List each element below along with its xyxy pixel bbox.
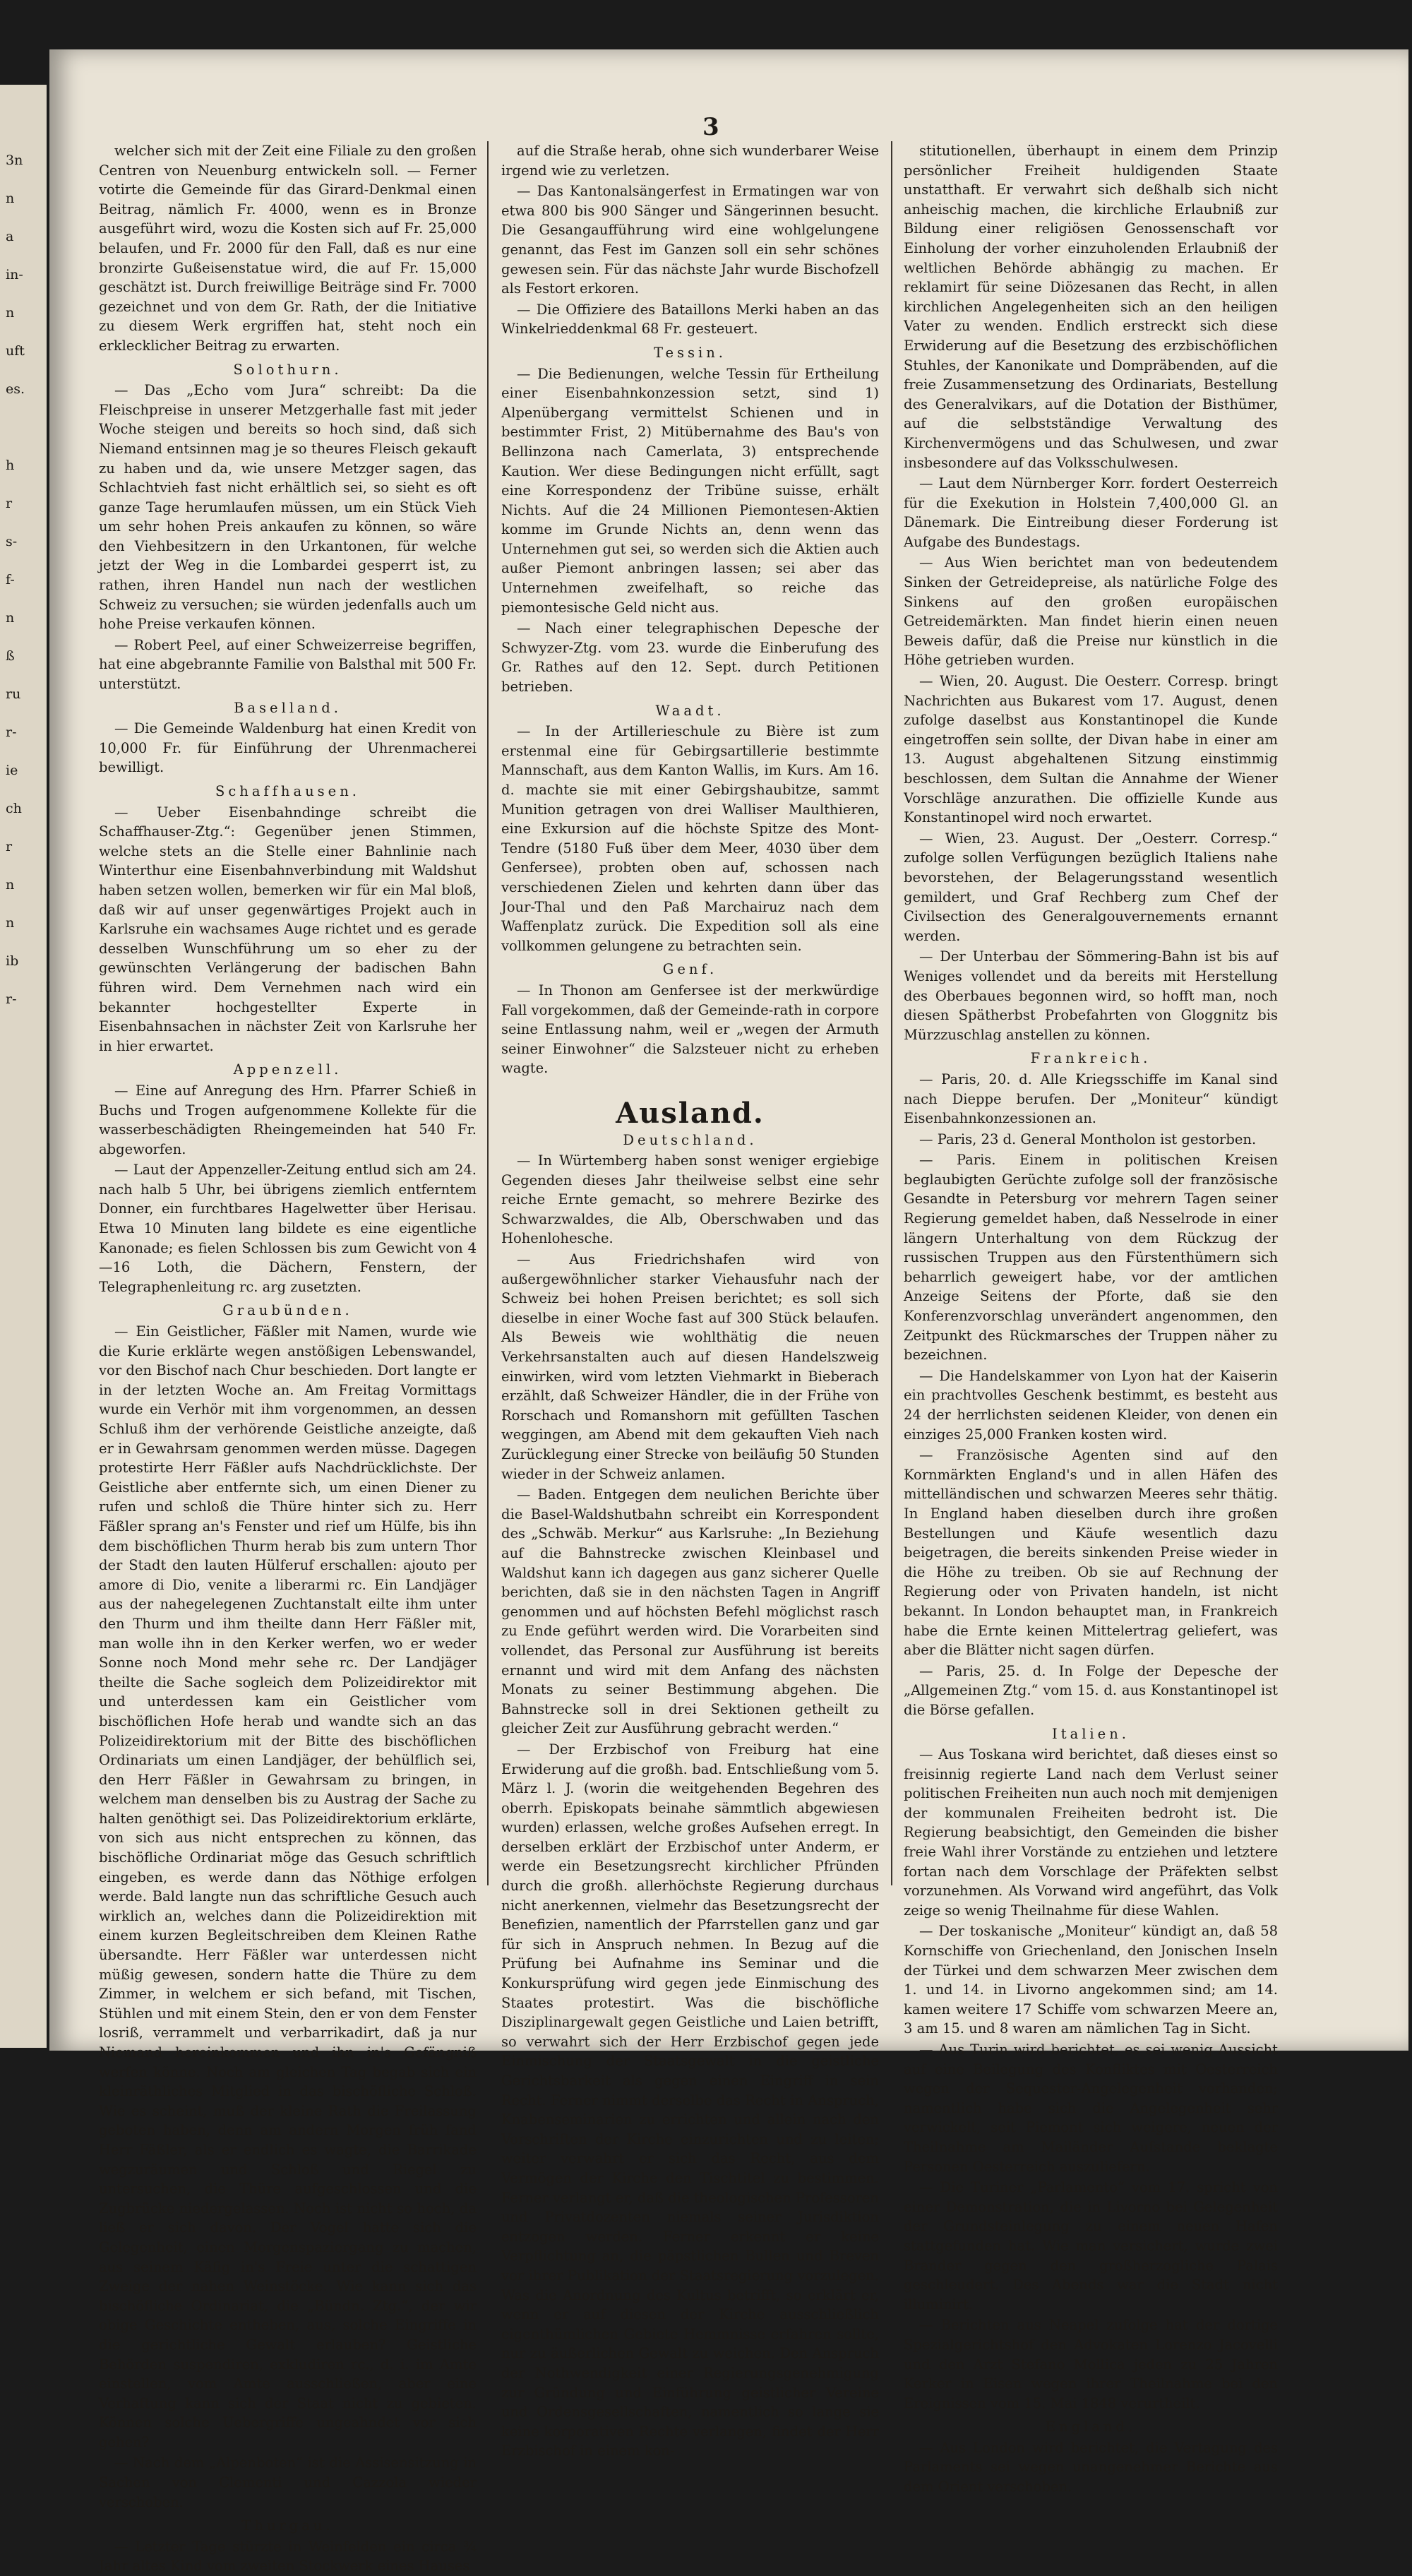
article-paragraph: stitutionellen, überhaupt in einem dem Prinzip persönlicher Freiheit huldigenden Staate unstatthaft. Er verwahrt sich deßhalb sich nicht anheischig machen, die kirchliche Erlaubniß zur Bildung einer religiösen Genossenschaft vor Einholung der vorher einzuholenden Erlaubniß der weltlichen Behörde abhängig zu machen. Er reklamirt für seine Diözesanen das Recht, in allen kirchlichen Angelegenheiten sich an den heiligen Vater zu wenden. Endlich erstreckt sich diese Erwiderung auf die Besetzung des erzbischöflichen Stuhles, der Kanonikate und Dompräbenden, auf die freie Zusammensetzung des Ordinariats, Bestellung des Generalvikars, auf die Dotation der Bisthümer, auf die selbstständige Verwaltung des Kirchenvermögens und das Schulwesen, und zwar insbesondere auf das Volksschulwesen. bbox=[904, 143, 1278, 471]
margin-fragment: n bbox=[6, 915, 15, 931]
margin-fragment: r bbox=[6, 496, 13, 511]
margin-fragment: n bbox=[6, 191, 15, 206]
section-heading: Tessin. bbox=[653, 344, 727, 361]
article-paragraph: — Wien, 20. August. Die Oesterr. Corresp. bringt Nachrichten aus Bukarest vom 17. August, denen zufolge daselbst aus Konstantinopel die Kunde eingetroffen sein sollte, der Divan habe in einer am 13. August abgehaltenen Sitzung einstimmig beschlossen, dem Sultan die Annahme der Wiener Vorschläge anzurathen. Die offizielle Kunde aus Konstantinopel wird noch erwartet. bbox=[904, 673, 1278, 826]
article-paragraph: — Die Handelskammer von Lyon hat der Kaiserin ein prachtvolles Geschenk bestimmt, es besteht aus 24 der herrlichsten seidenen Kleider, von denen ein einziges 25,000 Franken kosten wird. bbox=[904, 1367, 1278, 1443]
margin-fragment: n bbox=[6, 305, 15, 321]
section-heading: Frankreich. bbox=[1030, 1050, 1151, 1067]
margin-fragment: n bbox=[6, 610, 15, 626]
column-left bbox=[99, 141, 477, 2575]
margin-fragment: r- bbox=[6, 724, 17, 740]
article-paragraph: — Baden. Entgegen dem neulichen Berichte über die Basel-Waldshutbahn schreibt ein Korrespondent des „Schwäb. Merkur“ aus Karlsruhe: „In Beziehung auf die Bahnstrecke zwischen Kleinbasel und Waldshut kann ich dagegen aus ganz sicherer Quelle berichten, daß sie in den nächsten Tagen in Angriff genommen und auf höchsten Befehl möglichst rasch zu Ende geführt werden wird. Die Vorarbeiten sind vollendet, das Personal zur Ausführung ist bereits ernannt und wird mit dem Anfang des nächsten Monats zu seiner Bestimmung abgehen. Die Bahnstrecke soll in drei Sektionen getheilt zu gleicher Zeit zur Ausführung gebracht werden.“ bbox=[501, 1486, 879, 1737]
column-rule bbox=[487, 141, 489, 1885]
article-paragraph: — Ueber Eisenbahndinge schreibt die Schaffhauser-Ztg.“: Gegenüber jenen Stimmen, welche stets an die Stelle einer Bahnlinie nach Winterthur eine Eisenbahnverbindung mit Waldshut haben setzen wollen, bemerken wir für ein Mal bloß, daß wir auf unser gegenwärtiges Projekt auch in Karlsruhe ein wachsames Auge richtet und es gerade desselben Wunschführung um so eher zu der gewünschten Verlängerung der badischen Bahn führen wird. Dem Vernehmen nach wird ein bekannter hochgestellter Experte in Eisenbahnsachen in nächster Zeit von Karlsruhe her in hier erwartet. bbox=[99, 804, 477, 1054]
margin-fragment: h bbox=[6, 458, 15, 473]
section-heading: Waadt. bbox=[655, 702, 725, 719]
article-paragraph: — Französische Agenten sind auf den Kornmärkten England's und in allen Häfen des mittelländischen und schwarzen Meeres sehr thätig. In England haben dieselben durch ihre großen Bestellungen und Käufe wesentlich dazu beigetragen, die bereits sinkenden Preise wieder in die Höhe zu treiben. Ob sie auf Rechnung der Regierung oder von Privaten handeln, ist nicht bekannt. In London behauptet man, in Frankreich habe die Ernte keinen Mittelertrag geliefert, was aber die Blätter nicht sagen dürfen. bbox=[904, 1447, 1278, 1659]
article-paragraph: auf die Straße herab, ohne sich wunderbarer Weise irgend wie zu verletzen. bbox=[501, 143, 879, 179]
margin-fragment: in- bbox=[6, 267, 23, 282]
article-paragraph: — Laut der Appenzeller-Zeitung entlud sich am 24. nach halb 5 Uhr, bei übrigens ziemlich entferntem Donner, ein furchtbares Hagelwetter über Herisau. Etwa 10 Minuten lang bildete es eine eigentliche Kanonade; es fielen Schlossen bis zum Gewicht von 4—16 Loth, die Dächern, Fenstern, der Telegraphenleitung rc. arg zusetzten. bbox=[99, 1162, 477, 1295]
column-rule bbox=[891, 141, 892, 1885]
article-paragraph: — Berichten aus Neapel zufolge hat der dortige Spezialgerichtshof den Advokaten Lorenzo Jacovelli und den Arzt Stefano Mollica jeden zu 25 Jahren Kerker in Eisen wegen ihrer Theilnahme bei den Ereignissen vom 15. Mai 1848 verurtheilt. bbox=[904, 2317, 1278, 2411]
article-paragraph: — Die Gemeinde Waldenburg hat einen Kredit von 10,000 Fr. für Einführung der Uhrenmacherei bewilligt. bbox=[99, 720, 477, 776]
article-paragraph: — Der toskanische „Moniteur“ kündigt an, daß 58 Kornschiffe von Griechenland, den Jonischen Inseln der Türkei und dem schwarzen Meer zwischen dem 1. und 14. in Livorno angekommen sind; am 14. kamen weitere 17 Schiffe vom schwarzen Meere an, 3 am 15. und 8 waren am nämlichen Tag in Sicht. bbox=[904, 1923, 1278, 2037]
margin-fragment: ib bbox=[6, 953, 19, 969]
article-paragraph: — Der Unterbau der Sömmering-Bahn ist bis auf Weniges vollendet und da bereits mit Herstellung des Oberbaues begonnen wird, so hofft man, noch diesen Spätherbst Probefahrten von Gloggnitz bis Mürzzuschlag anstellen zu können. bbox=[904, 948, 1278, 1043]
margin-fragment: a bbox=[6, 229, 14, 244]
section-heading: Deutschland. bbox=[623, 1131, 758, 1148]
article-paragraph: — Die Turiner „Parlamento“ vom 17. spricht von einer Demonstration, die in Livorno bei Gelegenheit der Grundsteinlegung zu einem neuen Hafen stattgefunden hat. Wie man versichert, wurde zwei Brander gegen den großherzogliche Palais geschleudert. Des Abends war die Stadt nicht illuminirt. bbox=[904, 2179, 1278, 2313]
section-heading: Graubünden. bbox=[222, 1302, 353, 1319]
article-paragraph: — Paris, 25. d. In Folge der Depesche der „Allgemeinen Ztg.“ vom 15. d. aus Konstantinopel ist die Börse gefallen. bbox=[904, 1662, 1278, 1718]
article-paragraph: — Aus Turin wird berichtet, es sei wenig Aussicht auf eine Beilegung des Konfliktes mit Oesterreich wegen der Sequester-Angelegenheit vorhanden; namentlich habe sich die Angelegenheit sehr verwickelt, seit Piemont sich weigere, neuen der Theilnahme am Mailänder Aufstande beklagte Personen Oesterreich auszuliefern. bbox=[904, 2041, 1278, 2175]
article-paragraph: — Die Bedienungen, welche Tessin für Ertheilung einer Eisenbahnkonzession setzt, sind 1) Alpenübergang vermittelst Schienen und in bestimmter Frist, 2) Mitübernahme des Bau's von Bellinzona nach Camerlata, 3) entsprechende Kaution. Wer diese Bedingungen nicht erfüllt, sagt eine Korrespondenz der Tribüne suisse, erhält Nichts. Auf die 24 Millionen Piemontesen-Aktien komme im Grunde Nichts an, denn wenn das Unternehmen gut sei, so werden sich die Aktien auch außer Piemont anbringen lassen; sei aber das Unternehmen zweifelhaft, so reiche das piemontesische Geld nicht aus. bbox=[501, 365, 879, 616]
margin-fragment: f- bbox=[6, 572, 15, 588]
article-paragraph: — Die Offiziere des Bataillons Merki haben an das Winkelrieddenkmal 68 Fr. gesteuert. bbox=[501, 301, 879, 338]
article-paragraph: — Paris, 23 d. General Montholon ist gestorben. bbox=[919, 1131, 1257, 1147]
margin-fragment: ß bbox=[6, 648, 15, 664]
article-paragraph: — Das Kantonalsängerfest in Ermatingen war von etwa 800 bis 900 Sänger und Sängerinnen besucht. Die Gesangaufführung wird eine wohlgelungene genannt, das Fest im Ganzen soll ein sehr schönes gewesen sein. Für das nächste Jahr wurde Bischofzell als Festort erkoren. bbox=[501, 183, 879, 297]
article-paragraph: — Wien, 23. August. Der „Oesterr. Corresp.“ zufolge sollen Verfügungen bezüglich Italiens nahe bevorstehen, der Belagerungsstand wesentlich gemildert, und Graf Rechberg zum Chef der Civilsection des Generalgouvernements ernannt werden. bbox=[904, 830, 1278, 944]
article-paragraph: — Laut dem Nürnberger Korr. fordert Oesterreich für die Exekution in Holstein 7,400,000 Gl. an Dänemark. Die Eintreibung dieser Forderung ist Aufgabe des Bundestags. bbox=[904, 475, 1278, 550]
margin-fragment: s- bbox=[6, 534, 18, 549]
article-paragraph: welcher sich mit der Zeit eine Filiale zu den großen Centren von Neuenburg entwickeln soll. — Ferner votirte die Gemeinde für das Girard-Denkmal einen Beitrag, nämlich Fr. 4000, wenn es in Bronze ausgeführt wird, wozu die Kosten sich auf Fr. 25,000 belaufen, und Fr. 2000 für den Fall, daß es nur eine bronzirte Gußeisenstatue wird, die auf Fr. 15,000 geschätzt ist. Durch freiwillige Beiträge sind Fr. 7000 gezeichnet und von dem Gr. Rath, der die Initiative zu diesem Werk ergriffen hat, steht noch ein erklecklicher Beitrag zu erwarten. bbox=[99, 143, 477, 354]
article-paragraph: — Das „Echo vom Jura“ schreibt: Da die Fleischpreise in unserer Metzgerhalle fast mit jeder Woche steigen und bereits so hoch sind, daß sich Niemand entsinnen mag je so theures Fleisch gekauft zu haben und da, wie unsere Metzger sagen, das Schlachtvieh fast nicht erhältlich sei, so sieht es oft ganze Tage herumlaufen müssen, um ein Stück Vieh um sehr hohen Preis ankaufen zu können, so wäre den Viehbesitzern in den Urkantonen, für welche jetzt der Weg in die Lombardei gesperrt ist, zu rathen, ihren Handel nun nach der westlichen Schweiz zu versuchen; sie würden jedenfalls auch um hohe Preise verkaufen können. bbox=[99, 382, 477, 633]
article-paragraph: — Aus Friedrichshafen wird von außergewöhnlicher starker Viehausfuhr nach der Schweiz bei hohen Preisen berichtet; es soll sich dieselbe in einer Woche fast auf 300 Stück belaufen. Als Beweis wie wohlthätig die neuen Verkehrsanstalten auch auf diesen Handelszweig einwirken, wird vom letzten Viehmarkt in Bieberach erzählt, daß Schweizer Händler, die in der Frühe von Rorschach und Romanshorn mit gefüllten Taschen weggingen, am Abend mit dem gekauften Vieh nach Zurücklegung einer Strecke von beiläufig 50 Stunden wieder in der Schweiz anlamen. bbox=[501, 1251, 879, 1482]
article-paragraph: — Nach einer telegraphischen Depesche der Schwyzer-Ztg. vom 23. wurde die Einberufung des Gr. Rathes auf den 12. Sept. durch Petitionen betrieben. bbox=[501, 620, 879, 696]
page-number: 3 bbox=[702, 113, 719, 141]
column-middle bbox=[501, 141, 879, 2459]
previous-page-edge bbox=[0, 85, 47, 2048]
section-heading: England. bbox=[1045, 2419, 1137, 2435]
margin-fragment: ch bbox=[6, 801, 22, 816]
article-paragraph: — Eine auf Anregung des Hrn. Pfarrer Schieß in Buchs und Trogen aufgenommene Kollekte für die wasserbeschädigten Rheingemeinden hat 540 Fr. abgeworfen. bbox=[99, 1082, 477, 1157]
article-paragraph: — In Thonon am Genfersee ist der merkwürdige Fall vorgekommen, daß der Gemeinde-rath in corpore seine Entlassung nahm, weil er „wegen der Armuth seiner Einwohner“ die Salzsteuer nicht zu erheben wagte. bbox=[501, 982, 879, 1077]
margin-fragment: r bbox=[6, 839, 13, 854]
margin-fragment: uft bbox=[6, 343, 25, 359]
section-heading: Baselland. bbox=[234, 699, 342, 716]
article-paragraph: — Aus London wird berichtet, die Vertagung des Parlaments sei wegen unangenehmer Berichte aus dem Orient verschoben. bbox=[904, 2439, 1278, 2496]
article-paragraph: — Ein Geistlicher, Fäßler mit Namen, wurde wie die Kurie erklärte wegen anstößigen Lebenswandel, vor den Bischof nach Chur beschieden. Dort langte er in der letzten Woche an. Am Freitag Vormittags wurde ein Verhör mit ihm vorgenommen, an dessen Schluß ihm der verhörende Geistliche anzeigte, daß er in Gewahrsam genommen werden müsse. Dagegen protestirte Herr Fäßler aufs Nachdrücklichste. Der Geistliche aber entfernte sich, um einen Diener zu rufen und schloß die Thüre hinter sich zu. Herr Fäßler sprang an's Fenster und rief um Hülfe, bis ihn dem bischöflichen Thurm herab bis zum untern Thor der Stadt den lauten Hülferuf erschallen: ajouto per amore di Dio, venite a liberarmi rc. Ein Landjäger aus der nahegelegenen Zuchtanstalt eilte ihm unter den Thurm und ihm theilte dann Herr Fäßler mit, man wolle ihn in den Kerker werfen, wo er weder Sonne noch Mond mehr sehe rc. Der Landjäger theilte die Sache sogleich dem Polizeidirektor mit und unterdessen kam ein Geistlicher vom bischöflichen Hofe herab und wandte sich an das Polizeidirektorium mit der Bitte des bischöflichen Ordinariats um einen Landjäger, der behülflich sei, den Herr Fäßler in Gewahrsam zu bringen, in welchem man denselben bis zu Austrag der Sache zu halten genöthigt sei. Das Polizeidirektorium erklärte, von sich aus nicht entsprechen zu können, das bischöfliche Ordinariat möge das Gesuch schriftlich eingeben, es werde dann das Nöthige erfolgen werde. Bald langte nun das schriftliche Gesuch auch wirklich an, welches dann die Polizeidirektion mit einem kurzen Begleitschreiben dem Kleinen Rathe übersandte. Herr Fäßler war unterdessen nicht müßig gewesen, sondern hatte die Thüre zu dem Zimmer, in welchem er sich befand, mit Tischen, Stühlen und mit einem Stein, den er von dem Fenster losriß, verrammelt und verbarrikadirt, daß ja nur Niemand hereinkommen und ihn in's Gefängniß werfen könne. Noch am gleichen Tag begab sich ein kleinräthliches Mitglied in das bischöfliche Schloß. Wie es scheint, muß der kleine Rath die Freilassung geboten haben, denn am andern Morgen früh fand Herr Fäßler, als er endlich es wagte, die Barrikade wegzuräumen und Schloß und Riegel zu untersuchen, die Thüre aufgeschlossen und die Zugbrücke niedergelassen. Noch ist nicht so hoch, da ließ er sich davon. Der Vogel hatte sich die Gelegenheit, einen Morgenspaziergang zu machen, aus seinem Käfig in's Freie unter die schattigen Zweige der nahen Weinstöcke. Wie kann sich das bischöfliche Ordinariat, die „Bündn. Ztg.“, der wir obige Geschichte entheben, aus, solche Eingriffe in die gerichtliche Gewalt erlauben? Geistliche Behörden suspendiren, exkludiren rc., d. i. im Amte einstellen, vom Amte ausschließen, aber eine Verhaftung kann sich der Staat nicht zu gebieten. Können solche Uebergriffe ungeahndet vor sich gehen? bbox=[99, 1323, 477, 2450]
article-paragraph: — Aus Toskana wird berichtet, daß dieses einst so freisinnig regierte Land nach dem Verlust seiner politischen Freiheiten nun auch noch mit demjenigen der kommunalen Freiheiten bedroht ist. Die Regierung beabsichtigt, den Gemeinden die bisher freie Wahl ihrer Vorstände zu entziehen und letztere fortan nach dem Vorschlage der Präfekten selbst vorzunehmen. Als Vorwand wird angeführt, das Volk zeige so wenig Theilnahme für diese Wahlen. bbox=[904, 1746, 1278, 1919]
article-paragraph: — Aus Wien berichtet man von bedeutendem Sinken der Getreidepreise, als natürliche Folge des Sinkens auf den großen europäischen Getreidemärkten. Man findet hierin einen neuen Beweis dafür, daß die Preise nur künstlich in die Höhe getrieben wurden. bbox=[904, 554, 1278, 669]
article-paragraph: — In Würtemberg haben sonst weniger ergiebige Gegenden dieses Jahr theilweise selbst eine sehr reiche Ernte gemacht, so mehrere Bezirke des Schwarzwaldes, die Alb, Oberschwaben und das Hohenlohesche. bbox=[501, 1152, 879, 1247]
section-heading: Schaffhausen. bbox=[215, 783, 360, 799]
margin-fragment: ru bbox=[6, 686, 21, 702]
article-paragraph: — Paris, 20. d. Alle Kriegsschiffe im Kanal sind nach Dieppe berufen. Der „Moniteur“ kündigt Eisenbahnkonzessionen an. bbox=[904, 1071, 1278, 1127]
margin-fragment: es. bbox=[6, 381, 25, 397]
margin-fragment: r- bbox=[6, 991, 17, 1007]
article-paragraph: — In der Artillerieschule zu Bière ist zum erstenmal eine für Gebirgsartillerie bestimmte Mannschaft, aus dem Kanton Wallis, im Kurs. Am 16. d. machte sie mit einer Gebirgshaubitze, sammt Munition getragen von drei Walliser Maulthieren, eine Exkursion auf die höchste Spitze des Mont-Tendre (5180 Fuß über dem Meer, 4030 über dem Genfersee), probten oben auf, schossen nach verschiedenen Zielen und kehrten dann über das Jour-Thal und den Paß Marchairuz nach dem Waffenplatz zurück. Die Expedition soll als eine vollkommen gelungene zu betrachten sein. bbox=[501, 723, 879, 954]
section-heading: Solothurn. bbox=[233, 361, 342, 378]
article-paragraph: — Nach dem „Alpenboten“ ist die Assisensitzung in Sachen von Clementi und Cazzola wieder verschoben. bbox=[99, 2455, 477, 2510]
margin-fragment: ie bbox=[6, 763, 18, 778]
section-heading: Italien. bbox=[1052, 1725, 1130, 1742]
article-paragraph: — Der Erzbischof von Freiburg hat eine Erwiderung auf die großh. bad. Entschließung vom 5. März l. J. (worin die weitgehenden Begehren des oberrh. Episkopats beinahe sämmtlich abgewiesen wurden) erlassen, welche großes Aufsehen erregt. In derselben erklärt der Erzbischof unter Anderm, er werde ein Besetzungsrecht kirchlicher Pfründen durch die großh. allerhöchste Regierung durchaus nicht anerkennen, vielmehr das Besetzungsrecht der Benefizien, namentlich der Pfarrstellen ganz und gar für sich in Anspruch nehmen. In Bezug auf die Prüfung bei Aufnahme ins Seminar und die Konkursprüfung wird gegen jede Einmischung des Staates protestirt. Was die bischöfliche Disziplinargewalt gegen Geistliche und Laien betrifft, so verwahrt sich der Herr Erzbischof gegen jede Einmischung der Staatsgewalt in die geistliche Gerichtsbarkeit als gegen einen Eingriff in sein Recht. Ferner nimmt derselbe das Recht in Anspruch, Knabenseminarien zu errichten und allein nach den Vorschriften der Kirche einzurichten und zu leiten; weiter verwahrt er sich das Recht, aus dem Vermögen der Kirche den Tischtitel zu bestimmen. Ferner verlangt er, daß die theologischen Professoren und Privatdozenten niemals seiner Jurisdiktion entzogen werden. Ferner erkennt er keine Verpflichtung an, die päpstlichen Bullen und Breven vor ihrer Publikation der Staatsregierung vorzulegen. Was die Anordnung des Kultus betrifft, so erklärt er, wenn er auf diesen der Kirche ausschließlich eigenthümlichen Gebiete Hemmnisse erfahren sollte, nur zu äußerlichen Gewalt zu weichen. Den Anspruch der Nothwendigkeit einer Regierungsgenehmigung zur Gründung und Einführung geistlicher Vereine und Ordensgesellschaften, namentlich so lange sie keine korporativen Rechte verlangen, findet der Herr Erzbischof in einem kon- bbox=[501, 1741, 879, 2459]
article-paragraph: — Robert Peel, auf einer Schweizerreise begriffen, hat eine abgebrannte Familie von Balsthal mit 500 Fr. unterstützt. bbox=[99, 636, 477, 693]
article-paragraph: — Paris. Einem in politischen Kreisen beglaubigten Gerüchte zufolge soll der französische Gesandte in Petersburg vor mehrern Tagen seiner Regierung gemeldet haben, daß Nesselrode in einer längern Unterhaltung von dem Rückzug der russischen Truppen aus den Fürstenthümern sich beharrlich geweigert habe, vor der amtlichen Anzeige Seitens der Pforte, daß sie den Konferenzvorschlag unverändert angenommen, den Zeitpunkt des Rückmarsches der Truppen näher zu bezeichnen. bbox=[904, 1152, 1278, 1364]
section-heading: Thurgau. bbox=[241, 2517, 334, 2534]
article-paragraph: — Letzter Tage stürzte in Weinfelden ein circa ¾ Jahr altes Kind vom zweiten Stockwerk eines Hauses bbox=[99, 2538, 477, 2575]
section-heading: Appenzell. bbox=[233, 1061, 342, 1078]
margin-fragment: n bbox=[6, 877, 15, 893]
major-heading: Ausland. bbox=[616, 1096, 765, 1130]
section-heading: Genf. bbox=[662, 961, 718, 978]
column-right bbox=[904, 141, 1278, 2496]
margin-fragment: 3n bbox=[6, 153, 23, 168]
